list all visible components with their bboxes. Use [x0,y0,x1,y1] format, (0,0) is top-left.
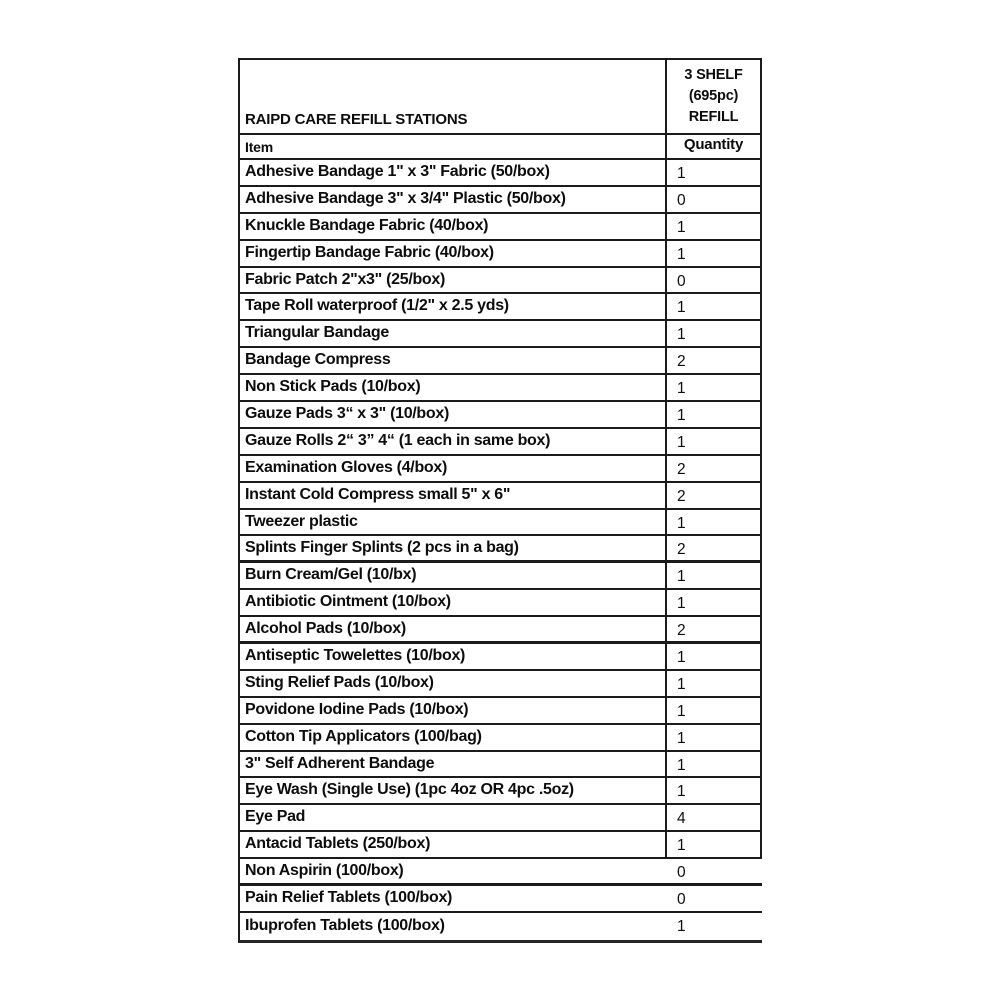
table-row [240,859,762,886]
item-quantity: 0 [667,268,762,293]
item-name: Eye Pad [240,805,667,830]
item-quantity: 1 [677,917,686,935]
item-quantity: 1 [667,429,762,454]
quantity-column-header: Quantity [667,135,762,158]
item-name: Knuckle Bandage Fabric (40/box) [240,214,667,239]
item-quantity: 1 [667,160,762,185]
table-row [240,241,762,268]
table-row [240,375,762,402]
table-body [240,160,762,940]
table-row [240,590,762,617]
table-row [240,752,762,779]
refill-column-header [667,60,762,133]
item-name: Burn Cream/Gel (10/bx) [240,563,667,588]
table-row [240,160,762,187]
item-quantity: 4 [667,805,762,830]
item-quantity: 0 [667,187,762,212]
item-name: Non Aspirin (100/box) [245,861,404,879]
item-name: Examination Gloves (4/box) [240,456,667,481]
item-name: Fabric Patch 2"x3" (25/box) [240,268,667,293]
table-row [240,832,762,859]
table-row [240,483,762,510]
item-quantity: 1 [667,563,762,588]
item-column-header: Item [240,135,667,158]
table-row [240,913,762,940]
table-row [240,294,762,321]
item-quantity: 1 [667,778,762,803]
refill-column-header-text: 3 SHELF (695pc) REFILL [684,67,743,125]
item-name: Splints Finger Splints (2 pcs in a bag) [240,536,667,560]
item-quantity: 2 [667,617,762,641]
item-quantity: 1 [667,321,762,346]
item-quantity: 1 [667,294,762,319]
item-quantity: 1 [667,644,762,669]
item-quantity: 1 [667,725,762,750]
table-row [240,671,762,698]
item-name: Gauze Pads 3“ x 3" (10/box) [240,402,667,427]
item-name: Cotton Tip Applicators (100/bag) [240,725,667,750]
item-name: Alcohol Pads (10/box) [240,617,667,641]
item-name: Sting Relief Pads (10/box) [240,671,667,696]
item-name: Adhesive Bandage 3" x 3/4" Plastic (50/box) [240,187,667,212]
item-name: Triangular Bandage [240,321,667,346]
table-row [240,644,762,671]
item-quantity: 0 [677,891,686,909]
item-name: Tape Roll waterproof (1/2" x 2.5 yds) [240,294,667,319]
table-row [240,778,762,805]
item-name: 3" Self Adherent Bandage [240,752,667,777]
item-name: Instant Cold Compress small 5" x 6" [240,483,667,508]
item-quantity: 1 [667,671,762,696]
item-name: Pain Relief Tablets (100/box) [245,888,453,906]
item-quantity: 1 [667,698,762,723]
item-quantity: 1 [667,590,762,615]
item-name: Eye Wash (Single Use) (1pc 4oz OR 4pc .5oz) [240,778,667,803]
table-row [240,725,762,752]
table-row [240,348,762,375]
table-row [240,268,762,295]
item-name: Fingertip Bandage Fabric (40/box) [240,241,667,266]
table-row [240,321,762,348]
item-quantity: 1 [667,402,762,427]
table-row [240,886,762,913]
item-quantity: 2 [667,536,762,560]
table-row [240,214,762,241]
refill-stations-table [238,58,762,943]
item-name: Antiseptic Towelettes (10/box) [240,644,667,669]
table-row [240,805,762,832]
item-name: Non Stick Pads (10/box) [240,375,667,400]
item-name: Povidone Iodine Pads (10/box) [240,698,667,723]
item-name: Ibuprofen Tablets (100/box) [245,916,445,934]
item-name: Tweezer plastic [240,510,667,535]
table-header-row [240,60,762,135]
table-row [240,698,762,725]
table-row [240,402,762,429]
table-row [240,617,762,644]
item-name: Antibiotic Ointment (10/box) [240,590,667,615]
item-quantity: 1 [667,214,762,239]
item-quantity: 1 [667,510,762,535]
item-quantity: 1 [667,375,762,400]
table-row [240,510,762,537]
table-title: RAIPD CARE REFILL STATIONS [240,60,667,133]
item-quantity: 1 [667,752,762,777]
table-row [240,536,762,563]
table-row [240,429,762,456]
item-name: Antacid Tablets (250/box) [240,832,667,857]
table-row [240,187,762,214]
item-quantity: 2 [667,483,762,508]
item-name: Bandage Compress [240,348,667,373]
item-name: Adhesive Bandage 1" x 3" Fabric (50/box) [240,160,667,185]
table-row [240,456,762,483]
table-row [240,563,762,590]
item-quantity: 1 [667,832,762,857]
column-header-row [240,135,762,160]
item-quantity: 2 [667,348,762,373]
item-quantity: 0 [677,864,686,882]
item-quantity: 2 [667,456,762,481]
item-quantity: 1 [667,241,762,266]
item-name: Gauze Rolls 2“ 3” 4“ (1 each in same box) [240,429,667,454]
